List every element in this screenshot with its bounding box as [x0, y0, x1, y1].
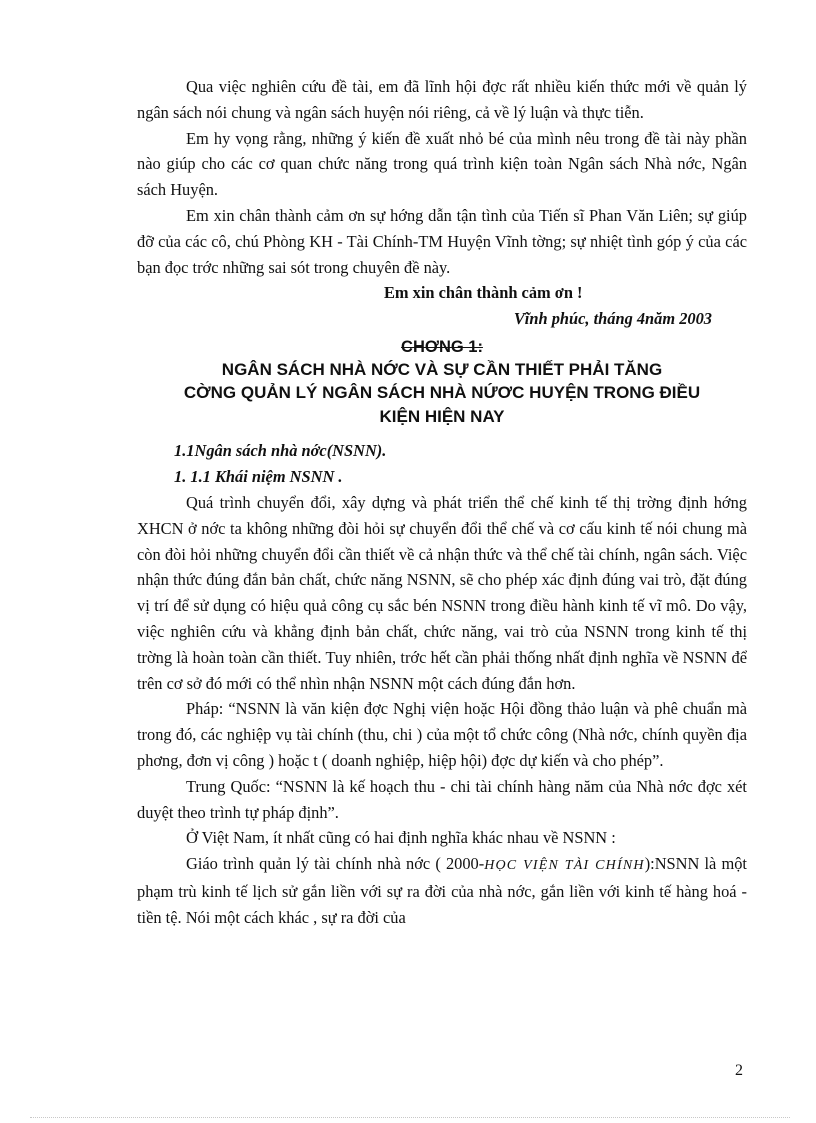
paragraph-5-rest: ):NSNN là một phạm trù kinh tế lịch sử gắn liền với sự ra đời của nhà nớc, gắn liền với kinh tế hàng hoá - tiền tệ. Nói một cách khác , sự ra đời của — [137, 854, 747, 927]
page-bottom-divider — [30, 1117, 790, 1118]
closing-thanks: Em xin chân thành cảm ơn ! — [384, 283, 583, 303]
main-paragraph-1: Quá trình chuyển đổi, xây dựng và phát triển thể chế kinh tế thị trờng định hớng XHCN ở nớc ta không những đòi hỏi sự chuyển đổi thể chế và cơ cấu kinh tế nói chung mà còn đòi hỏi những chuyển đổi cần thiết về cả nhận thức và thể chế tài chính, ngân sách. Việc nhận thức đúng đắn bản chất, chức năng NSNN, sẽ cho phép xác định đúng vai trò, đặt đúng vị trí để sử dụng có hiệu quả công cụ sắc bén NSNN trong điều hành kinh tế vĩ mô. Do vậy, việc nghiên cứu và khẳng định bản chất, chức năng, vai trò của NSNN trong kinh tế thị trờng là hoàn toàn cần thiết. Tuy nhiên, trớc hết cần phải thống nhất định nghĩa về NSNN để trên cơ sở đó mới có thể nhìn nhận NSNN một cách đúng đắn hơn. — [137, 493, 747, 693]
chapter-title-line-3: KIỆN HIỆN NAY — [379, 406, 505, 426]
paragraph-5-start: Giáo trình quản lý tài chính nhà nớc ( 2000- — [186, 854, 485, 874]
subsection-heading: 1. 1.1 Khái niệm NSNN . — [174, 467, 343, 487]
chapter-title-line-2: CỜNG QUẢN LÝ NGÂN SÁCH NHÀ NỨƠC HUYỆN TRONG ĐIỀU — [183, 383, 701, 403]
section-heading: 1.1Ngân sách nhà nớc(NSNN). — [174, 441, 387, 461]
chapter-title-line-1: NGÂN SÁCH NHÀ NỚC VÀ SỰ CẦN THIẾT PHẢI TĂNG — [221, 359, 663, 379]
intro-paragraph-2: Em hy vọng rằng, những ý kiến đề xuất nhỏ bé của mình nêu trong đề tài này phần nào giúp cho các cơ quan chức năng trong quá trình kiện toàn Ngân sách Nhà nớc, Ngân sách Huyện. — [137, 128, 747, 200]
chapter-label: CHƠNG 1: — [401, 337, 483, 356]
intro-paragraph-1: Qua việc nghiên cứu đề tài, em đã lĩnh hội đợc rất nhiều kiến thức mới về quản lý ngân sách nói chung và ngân sách huyện nói riêng, cả về lý luận và thực tiễn. — [137, 77, 747, 122]
page-number: 2 — [735, 1062, 743, 1079]
place-date: Vĩnh phúc, tháng 4năm 2003 — [513, 309, 712, 329]
main-paragraph-3: Trung Quốc: “NSNN là kế hoạch thu - chi tài chính hàng năm của Nhà nớc đợc xét duyệt theo trình tự pháp định”. — [137, 776, 747, 822]
paragraph-5-reference: HỌC VIỆN TÀI CHÍNH — [484, 858, 645, 874]
page-content — [137, 74, 747, 931]
main-paragraph-5 — [137, 851, 747, 930]
main-paragraph-2: Pháp: “NSNN là văn kiện đợc Nghị viện hoặc Hội đồng thảo luận và phê chuẩn mà trong đó, các nghiệp vụ tài chính (thu, chi ) của một tổ chức công (Nhà nớc, chính quyền địa phơng, đơn vị công ) hoặc t ( doanh nghiệp, hiệp hội) đợc dự kiến và cho phép”. — [137, 699, 747, 771]
main-paragraph-4: Ở Việt Nam, ít nhất cũng có hai định nghĩa khác nhau về NSNN : — [186, 828, 616, 848]
intro-paragraph-3: Em xin chân thành cảm ơn sự hớng dẫn tận tình của Tiến sĩ Phan Văn Liên; sự giúp đỡ của các cô, chú Phòng KH - Tài Chính-TM Huyện Vĩnh tờng; sự nhiệt tình góp ý của các bạn đọc trớc những sai sót trong chuyên đề này. — [137, 205, 747, 277]
